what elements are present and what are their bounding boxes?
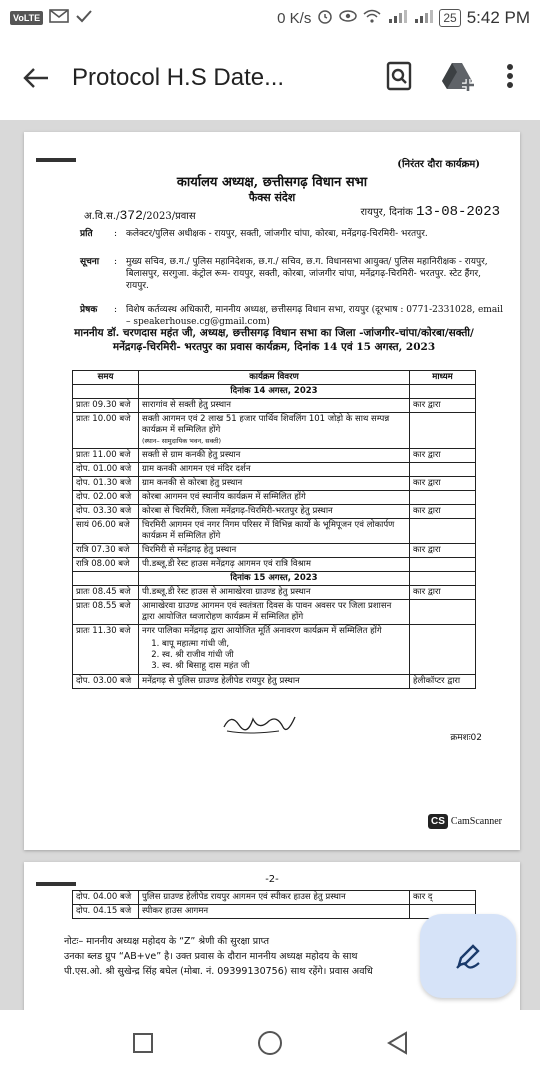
search-document-icon xyxy=(386,61,412,91)
row-time: प्रातः 09.30 बजे xyxy=(73,399,139,413)
row-detail xyxy=(139,675,410,689)
row-detail-text: कोरबा आगमन एवं स्थानीय कार्यक्रम में सम्मिलित होंगे xyxy=(142,492,306,502)
back-nav-button[interactable] xyxy=(386,1031,408,1059)
table-row xyxy=(73,399,476,413)
row-detail-text: ग्राम कनकी आगमन एवं मंदिर दर्शन xyxy=(142,464,251,474)
table-row xyxy=(73,586,476,600)
table-row xyxy=(73,544,476,558)
ref-number: 372 xyxy=(119,208,143,223)
row-mode xyxy=(410,519,476,544)
row-detail-text: आमाखेरवा ग्राउण्ड आगमन एवं स्वतंत्रता दिवस के पावन अवसर पर जिला प्रशासन द्वारा आयोजित ध्वजारोहण कार्यक्रम में सम्मिलित होंगे xyxy=(142,601,392,622)
row-detail xyxy=(139,505,410,519)
camscanner-label: CamScanner xyxy=(450,816,502,827)
row-time: प्रातः 11.30 बजे xyxy=(73,625,139,675)
table-row xyxy=(73,905,476,919)
row-detail xyxy=(139,477,410,491)
row-detail xyxy=(139,399,410,413)
volte-icon: VoLTE xyxy=(10,11,43,25)
note-line-3: पी.एस.ओ. श्री सुखेन्द्र सिंह बघेल (मोबा. नं. 09399130756) साथ रहेंगे। प्रवास अवधि xyxy=(64,966,373,977)
info-block: सूचना : मुख्य सचिव, छ.ग./ पुलिस महानिदेशक, छ.ग./ सचिव, छ.ग. विधानसभा आयुक्त/ पुलिस महानिरीक्षक - रायपुर, बिलासपुर, सरगुजा. कंट्रोल रूम- रायपुर, सक्ती, कोरबा, जांजगीर चांपा, मनेंद्रगढ़-चिरमिरी- भरतपुर. स्टेट हैंगर, रायपुर. xyxy=(80,256,506,292)
row-mode: कार द् xyxy=(410,891,476,905)
row-detail-sub: (स्थान– सामुदायिक भवन, सक्ती) xyxy=(142,437,222,445)
table-row xyxy=(73,600,476,625)
check-icon xyxy=(75,9,93,27)
back-button[interactable] xyxy=(0,66,72,90)
header-mode: माध्यम xyxy=(410,371,476,385)
header-detail: कार्यक्रम विवरण xyxy=(139,371,410,385)
row-mode xyxy=(410,625,476,675)
info-key: सूचना xyxy=(80,257,100,267)
row-mode xyxy=(410,600,476,625)
row-time: दोप. 03.00 बजे xyxy=(73,675,139,689)
square-icon xyxy=(132,1032,154,1054)
table-row xyxy=(73,477,476,491)
place-date xyxy=(360,204,500,220)
from-value: विशेष कर्तव्यस्थ अधिकारी, माननीय अध्यक्ष, छत्तीसगढ़ विधान सभा, रायपुर (दूरभाष : 0771-2331028, email – speakerhouse.cg@gmail.com) xyxy=(126,305,503,327)
battery-icon: 25 xyxy=(439,9,460,27)
wifi-icon xyxy=(363,9,381,27)
document-title: Protocol H.S Date... xyxy=(72,64,285,91)
triangle-back-icon xyxy=(386,1031,408,1055)
info-value: मुख्य सचिव, छ.ग./ पुलिस महानिदेशक, छ.ग./ सचिव, छ.ग. विधानसभा आयुक्त/ पुलिस महानिरीक्षक - रायपुर, बिलासपुर, सरगुजा. कंट्रोल रूम- रायपुर, सक्ती, कोरबा, जांजगीर चांपा, मनेंद्रगढ़-चिरमिरी- भरतपुर. स्टेट हैंगर, रायपुर. xyxy=(126,257,488,291)
row-time: दोप. 02.00 बजे xyxy=(73,491,139,505)
table-row xyxy=(73,449,476,463)
header-time: समय xyxy=(73,371,139,385)
row-mode: कार द्वारा xyxy=(410,586,476,600)
row-detail xyxy=(139,519,410,544)
camscanner-watermark xyxy=(428,814,502,829)
ref-prefix: अ.वि.स./ xyxy=(84,211,120,222)
ref-suffix: /2023/प्रवास xyxy=(142,211,196,222)
row-mode: हेलीकॉप्टर द्वारा xyxy=(410,675,476,689)
reference-number xyxy=(84,208,196,223)
status-bar xyxy=(0,0,540,36)
row-time: सायं 06.00 बजे xyxy=(73,519,139,544)
row-mode: कार द्वारा xyxy=(410,449,476,463)
row-time: दोप. 01.30 बजे xyxy=(73,477,139,491)
place-date-label: रायपुर, दिनांक xyxy=(360,207,413,218)
to-key: प्रति xyxy=(80,229,93,239)
to-block: प्रति : कलेक्टर/पुलिस अधीक्षक - रायपुर, सक्ती, जांजगीर चांपा, कोरबा, मनेंद्रगढ़-चिरमिरी- भरतपुर. xyxy=(80,228,506,240)
row-detail-text: चिरमिरी से मनेंद्रगढ़ हेतु प्रस्थान xyxy=(142,545,237,555)
table-row xyxy=(73,413,476,449)
add-to-drive-button[interactable] xyxy=(442,61,476,95)
row-detail xyxy=(139,544,410,558)
home-button[interactable] xyxy=(257,1030,283,1060)
edit-pen-icon xyxy=(453,941,483,971)
row-detail-text: पी.डब्लू.डी रेस्ट हाउस से आमाखेरवा ग्राउण्ड हेतु प्रस्थान xyxy=(142,587,311,597)
table-row xyxy=(73,519,476,544)
row-detail-text: स्पीकर हाउस आगमन xyxy=(142,906,209,916)
annotate-fab[interactable] xyxy=(420,914,516,998)
network-speed: 0 K/s xyxy=(277,9,312,27)
table-row xyxy=(73,463,476,477)
row-detail-text: पुलिस ग्राउण्ड हेलीपेड रायपुर आगमन एवं स्पीकर हाउस हेतु प्रस्थान xyxy=(142,892,346,902)
office-title: कार्यालय अध्यक्ष, छत्तीसगढ़ विधान सभा xyxy=(176,175,368,190)
clock: 5:42 PM xyxy=(466,8,530,27)
table-row xyxy=(73,675,476,689)
back-arrow-icon xyxy=(22,66,50,90)
row-detail xyxy=(139,413,410,449)
row-detail-text: कोरबा से चिरमिरी, जिला मनेंद्रगढ़-चिरमिरी-भरतपुर हेतु प्रस्थान xyxy=(142,506,333,516)
row-detail xyxy=(139,463,410,477)
list-item: 3. स्व. श्री बिसाहू दास महंत जी xyxy=(162,661,406,672)
more-vert-icon xyxy=(506,63,514,89)
list-item: 2. स्व. श्री राजीव गांधी जी xyxy=(162,650,406,661)
table-row xyxy=(73,558,476,572)
row-detail xyxy=(139,625,410,675)
row-mode xyxy=(410,558,476,572)
fax-title: फैक्स संदेश xyxy=(248,191,296,204)
row-detail-text: सारागांव से सक्ती हेतु प्रस्थान xyxy=(142,400,231,410)
system-nav-bar xyxy=(0,1010,540,1080)
schedule-table-2 xyxy=(72,890,476,919)
app-bar xyxy=(0,36,540,120)
table-row xyxy=(73,491,476,505)
row-time: दोप. 01.00 बजे xyxy=(73,463,139,477)
add-to-drive-icon xyxy=(442,61,476,91)
row-mode xyxy=(410,463,476,477)
table-row xyxy=(73,891,476,905)
from-key: प्रेषक xyxy=(80,305,98,315)
row-mode: कार द्वारा xyxy=(410,477,476,491)
row-mode: कार द्वारा xyxy=(410,505,476,519)
eye-icon xyxy=(339,9,357,27)
row-time: प्रातः 11.00 बजे xyxy=(73,449,139,463)
signature xyxy=(219,709,299,743)
row-time: प्रातः 10.00 बजे xyxy=(73,413,139,449)
from-block: प्रेषक : विशेष कर्तव्यस्थ अधिकारी, माननीय अध्यक्ष, छत्तीसगढ़ विधान सभा, रायपुर (दूरभाष : 0771-2331028, email – speakerhouse.cg@gmail.com) xyxy=(80,304,506,328)
program-heading: माननीय डॉ. चरणदास महंत जी, अध्यक्ष, छत्तीसगढ़ विधान सभा का जिला -जांजगीर-चांपा/कोरबा/सक्ती/ मनेंद्रगढ़-चिरमिरी- भरतपुर का प्रवास कार्यक्रम, दिनांक 14 एवं 15 अगस्त, 2023 xyxy=(74,327,474,353)
row-detail-text: पी.डब्लू.डी रेस्ट हाउस मनेंद्रगढ़ आगमन एवं रात्रि विश्राम xyxy=(142,559,311,569)
handwritten-date: 13-08-2023 xyxy=(415,204,500,220)
more-options-button[interactable] xyxy=(506,63,514,93)
row-detail xyxy=(139,586,410,600)
scan-mark xyxy=(36,158,76,162)
row-detail xyxy=(139,558,410,572)
continued-label: क्रमशः02 xyxy=(450,733,482,743)
row-mode xyxy=(410,413,476,449)
table-row xyxy=(73,625,476,675)
list-item: 1. बापू महात्मा गांधी जी, xyxy=(162,639,406,650)
mail-icon xyxy=(49,9,69,27)
row-detail-text: मनेंद्रगढ़ से पुलिस ग्राउण्ड हेलीपेड रायपुर हेतु प्रस्थान xyxy=(142,676,300,686)
row-detail xyxy=(139,905,410,919)
table-row xyxy=(73,505,476,519)
row-detail-text: ग्राम कनकी से कोरबा हेतु प्रस्थान xyxy=(142,478,243,488)
note-line-1: नोटः– माननीय अध्यक्ष महोदय के “Z” श्रेणी की सुरक्षा प्राप्त xyxy=(64,936,269,947)
document-page-1 xyxy=(24,132,520,850)
row-mode xyxy=(410,491,476,505)
row-detail-text: चिरमिरी आगमन एवं नगर निगम परिसर में विभिन्न कार्यो के भूमिपूजन एवं लोकार्पण कार्यक्रम में सम्मिलित होंगे xyxy=(142,520,395,541)
day2-label: दिनांक 15 अगस्त, 2023 xyxy=(139,572,410,586)
circle-icon xyxy=(257,1030,283,1056)
row-mode: कार द्वारा xyxy=(410,544,476,558)
page-number: -2- xyxy=(265,874,279,885)
day1-label: दिनांक 14 अगस्त, 2023 xyxy=(139,385,410,399)
to-value: कलेक्टर/पुलिस अधीक्षक - रायपुर, सक्ती, जांजगीर चांपा, कोरबा, मनेंद्रगढ़-चिरमिरी- भरतपुर. xyxy=(126,229,428,239)
row-detail xyxy=(139,491,410,505)
signal-icon xyxy=(387,9,407,27)
signal-icon-2 xyxy=(413,9,433,27)
recents-button[interactable] xyxy=(132,1032,154,1058)
row-time: दोप. 03.30 बजे xyxy=(73,505,139,519)
row-mode: कार द्वारा xyxy=(410,399,476,413)
alarm-icon xyxy=(317,8,333,28)
row-detail xyxy=(139,600,410,625)
doc-top-label: (निरंतर दौरा कार्यक्रम) xyxy=(397,159,480,170)
row-time: रात्रि 08.00 बजे xyxy=(73,558,139,572)
row-time: प्रातः 08.55 बजे xyxy=(73,600,139,625)
row-detail xyxy=(139,449,410,463)
row-time: दोप. 04.00 बजे xyxy=(73,891,139,905)
row-detail-text: सक्ती से ग्राम कनकी हेतु प्रस्थान xyxy=(142,450,241,460)
row-detail-text: सक्ती आगमन एवं 2 लाख 51 हजार पार्थिव शिवलिंग 101 जोड़ो के साथ सम्पन्न कार्यक्रम में सम्मिलित होंगे xyxy=(142,414,390,435)
search-document-button[interactable] xyxy=(386,61,412,95)
row-detail-text: नगर पालिका मनेंद्रगढ़ द्वारा आयोजित मूर्ति अनावरण कार्यक्रम में सम्मिलित होंगे xyxy=(142,626,382,636)
row-time: रात्रि 07.30 बजे xyxy=(73,544,139,558)
row-time: दोप. 04.15 बजे xyxy=(73,905,139,919)
note-line-2: उनका ब्लड ग्रुप “AB+ve” है। उक्त प्रवास के दौरान माननीय अध्यक्ष महोदय के साथ xyxy=(64,951,358,962)
camscanner-logo-icon: CS xyxy=(428,814,448,829)
row-detail-list xyxy=(162,639,406,672)
row-detail xyxy=(139,891,410,905)
row-time: प्रातः 08.45 बजे xyxy=(73,586,139,600)
document-viewer[interactable] xyxy=(0,120,540,1010)
schedule-table xyxy=(72,370,476,689)
